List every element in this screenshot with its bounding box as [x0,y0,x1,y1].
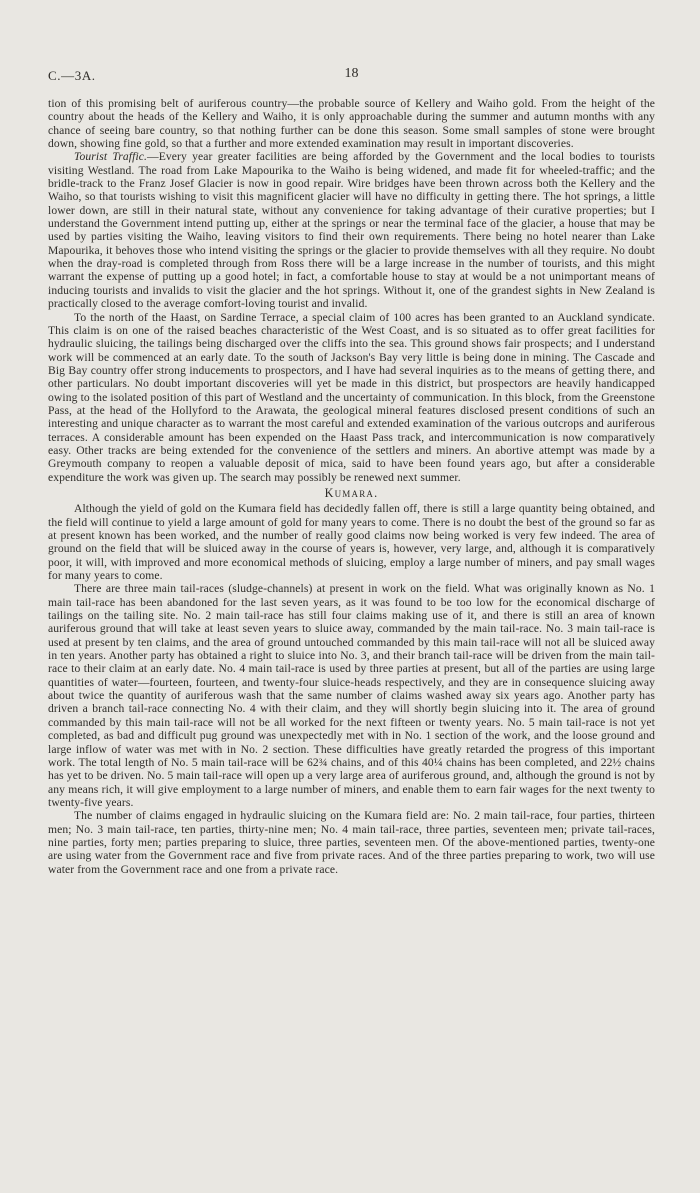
paragraph-haast: To the north of the Haast, on Sardine Terrace, a special claim of 100 acres has been granted to an Auckland syndicate. This claim is on one of the raised beaches characteristic of the West Coast, and is so situated as to offer great facilities for hydraulic sluicing, the tailings being discharged over the cliffs into the sea. This ground shows fair prospects; and I understand work will be commenced at an early date. To the south of Jackson's Bay very little is being done in mining. The Cascade and Big Bay country offer strong inducements to prospectors, and I have had several inquiries as to the means of getting there, and other particulars. No doubt important discoveries will yet be made in this district, but prospectors are heavily handicapped owing to the isolated position of this part of Westland and the uncertainty of communication. In this block, from the Greenstone Pass, at the head of the Hollyford to the Arawata, the geological mineral features disclosed present conditions of such an interesting and unique character as to warrant the most careful and extended examination of the various outcrops and auriferous terraces. A considerable amount has been expended on the Haast Pass track, and intercommunication is now comparatively easy. Other tracks are being extended for the convenience of the settlers and miners. An abortive attempt was made by a Greymouth company to reopen a valuable deposit of mica, said to have been found years ago, but after a considerable expenditure the work was given up. The search may possibly be renewed next summer. [48,310,655,484]
paragraph-text: —Every year greater facilities are being afforded by the Government and the local bodies to tourists visiting Westland. The road from Lake Mapourika to the Waiho is being widened, and made fit for wheeled-traffic; and the bridle-track to the Franz Josef Glacier is now in good repair. Wire bridges have been thrown across both the Kellery and the Waiho, so that tourists wishing to visit this magnificent glacier will have no difficulty in getting there. The hot springs, a little lower down, are still in their natural state, without any convenience for taking advantage of their curative properties; but I understand the Government intend putting up, either at the springs or near the terminal face of the glacier, a house that may be used by parties visiting the Waiho, leaving visitors to find their own requirements. There being no hotel nearer than Lake Mapourika, it behoves those who intend visiting the springs or the glacier to provide themselves with all they require. No doubt when the dray-road is completed through from Ross there will be a large increase in the number of tourists, and this might warrant the expense of putting up a good hotel; in fact, a comfortable house to stay at would be a not unimportant means of inducing tourists and invalids to visit the glacier and the hot springs. Without it, one of the grandest sights in New Zealand is practically closed to the average comfort-loving tourist and invalid. [48,150,655,311]
document-body [48,97,655,876]
page-number: 18 [344,66,359,81]
paragraph-tourist-traffic [48,150,655,310]
paragraph-kumara-yield: Although the yield of gold on the Kumara field has decidedly fallen off, there is still a large quantity being obtained, and the field will continue to yield a large amount of gold for many years to come. There is no doubt the best of the ground so far as at present known has been worked, and the number of really good claims now being worked is very few indeed. The area of ground on the field that will be sluiced away in the course of years is, however, very large, and, although it is comparatively poor, it will, with improved and more economical methods of sluicing, employ a large number of miners, and pay small wages for many years to come. [48,502,655,583]
paragraph-lead-italic: Tourist Traffic. [74,150,148,164]
report-series-label: C.—3A. [48,68,96,83]
section-heading-kumara: Kumara. [324,485,379,500]
page-header [48,66,655,86]
paragraph-tail-races: There are three main tail-races (sludge-channels) at present in work on the field. What was originally known as No. 1 main tail-race has been abandoned for the last seven years, as it was found to be too low for the economical discharge of tailings on the tailing site. No. 2 main tail-race has still four claims making use of it, and there is still an area of known auriferous ground that will take at least seven years to sluice away, commanded by the main tail-race. No. 3 main tail-race is used at present by ten claims, and the area of ground untouched commanded by this main tail-race will not all be sluiced away in ten years. Another party has obtained a right to sluice into No. 3, and their branch tail-race will be driven from the main tail-race to their claim at an early date. No. 4 main tail-race is used by three parties at present, but all of the parties are using large quantities of water—fourteen, fourteen, and twenty-four sluice-heads respectively, and they are in consequence sluicing away about twice the quantity of auriferous wash that the same number of claims washed away six years ago. Another party has driven a branch tail-race connecting No. 4 with their claim, and they will shortly begin sluicing into it. The area of ground commanded by this main tail-race will not be all worked for the next fifteen or twenty years. No. 5 main tail-race is not yet completed, as bad and difficult pug ground was unexpectedly met with in No. 1 section of the work, and the loose ground and large inflow of water was met with in No. 2 section. These difficulties have greatly retarded the progress of this important work. The total length of No. 5 main tail-race will be 62¾ chains, and of this 40¼ chains has been completed, and 22½ chains has yet to be driven. No. 5 main tail-race will open up a very large area of auriferous ground, and, although the ground is not by any means rich, it will give employment to a large number of miners, and enable them to earn fair wages for the next twenty to twenty-five years. [48,582,655,809]
paragraph-claims-summary: The number of claims engaged in hydraulic sluicing on the Kumara field are: No. 2 main tail-race, four parties, thirteen men; No. 3 main tail-race, ten parties, thirty-nine men; No. 4 main tail-race, three parties, seventeen men; private tail-races, nine parties, forty men; parties preparing to sluice, three parties, seventeen men. Of the above-mentioned parties, twenty-one are using water from the Government race and five from private races. And of the three parties preparing to work, two will use water from the Government race and one from a private race. [48,809,655,876]
paragraph-continuation: tion of this promising belt of auriferous country—the probable source of Kellery and Waiho gold. From the height of the country about the heads of the Kellery and Waiho, it is only approachable during the summer and autumn months with any chance of seeing bare country, so that nothing further can be done this season. Some small samples of stone were brought down, showing fine gold, so that a further and more extended examination may result in important discoveries. [48,97,655,151]
